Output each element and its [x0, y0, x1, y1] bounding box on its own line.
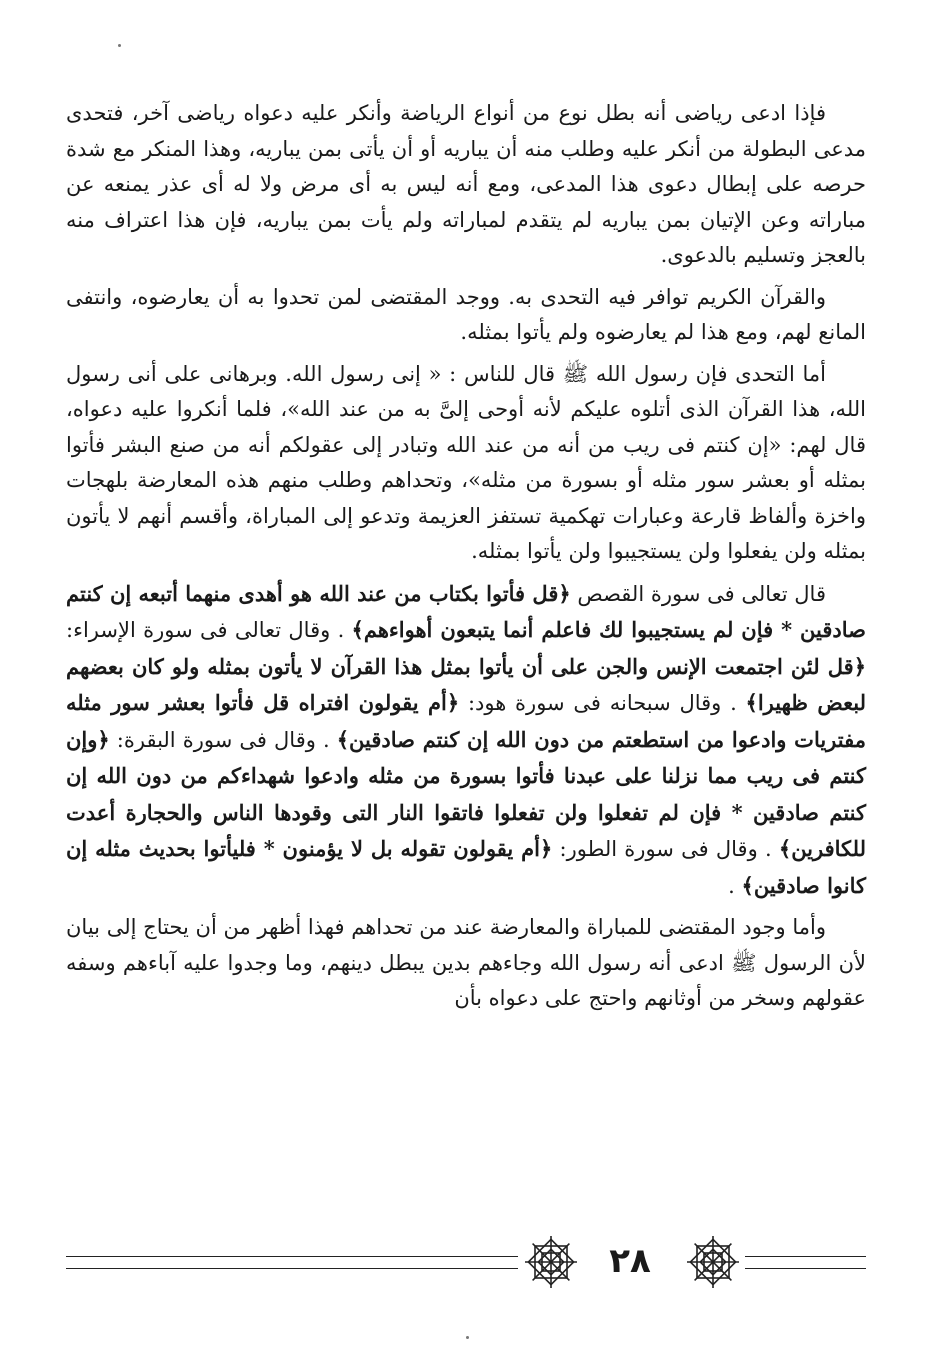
page-number: ٢٨	[609, 1241, 651, 1281]
text-run: وأما وجود المقتضى للمباراة والمعارضة عند من تحداهم فهذا أظهر من أن يحتاج إلى بيان لأن الرسول ﷺ ادعى أنه رسول الله وجاءهم بدين يبطل دينهم، وما وجدوا عليه آباءهم وسفه عقولهم وسخر من أوثانهم واحتج على دعواه بأن	[66, 915, 866, 1010]
text-run: . وقال فى سورة الطور:	[552, 837, 779, 861]
quran-quote: ﴿أم يقولون تقوله بل لا يؤمنون * فليأتوا بحديث مثله إن كانوا صادقين﴾	[66, 836, 866, 898]
star-ornament-icon	[522, 1233, 580, 1291]
text-run: قال تعالى فى سورة القصص	[570, 581, 826, 606]
text-run: . وقال سبحانه فى سورة هود:	[459, 691, 746, 715]
paragraph	[66, 357, 866, 570]
page-footer	[0, 1228, 931, 1308]
text-run: . وقال فى سورة البقرة:	[109, 727, 337, 752]
text-run: .	[728, 873, 742, 898]
paragraph	[66, 96, 866, 274]
paragraph	[66, 576, 866, 905]
quran-quote: ﴿قل لئن اجتمعت الإنس والجن على أن يأتوا بمثل هذا القرآن لا يأتون بمثله ولو كان بعضهم لبعض ظهيرا﴾	[66, 653, 866, 715]
quran-quote: ﴿قل فأتوا بكتاب من عند الله هو أهدى منهما أتبعه إن كنتم صادقين * فإن لم يستجيبوا لك فاعلم أنما يتبعون أهواءهم﴾	[66, 580, 866, 642]
star-ornament-icon	[684, 1233, 742, 1291]
page-body	[66, 96, 866, 1023]
footer-rule-right-top	[745, 1256, 866, 1257]
text-run: . وقال تعالى فى سورة الإسراء:	[66, 618, 352, 642]
paragraph	[66, 910, 866, 1017]
footer-rule-left-bottom	[66, 1268, 518, 1269]
footer-rule-right-bottom	[745, 1268, 866, 1269]
text-run: والقرآن الكريم توافر فيه التحدى به. ووجد المقتضى لمن تحدوا به أن يعارضوه، وانتفى المانع لهم، ومع هذا لم يعارضوه ولم يأتوا بمثله.	[66, 284, 866, 344]
quran-quote: ﴿أم يقولون افتراه قل فأتوا بعشر سور مثله مفتريات وادعوا من استطعتم من دون الله إن كنتم صادقين﴾	[66, 690, 866, 752]
footer-rule-left-top	[66, 1256, 518, 1257]
scan-speck	[118, 44, 121, 47]
paragraph	[66, 280, 866, 351]
text-run: فإذا ادعى رياضى أنه بطل نوع من أنواع الرياضة وأنكر عليه دعواه رياضى آخر، فتحدى مدعى البطولة من أنكر عليه وطلب منه أن يباريه أو أن يأتى بمن يباريه، وهذا المنكر مع شدة حرصه على إبطال دعوى هذا المدعى، ومع أنه ليس به أى مرض ولا له أى عذر يمنعه عن مباراته وعن الإتيان بمن يباريه لم يتقدم لمباراته ولم يأت بمن يباريه، فإن هذا اعتراف منه بالعجز وتسليم بالدعوى.	[66, 101, 866, 267]
text-run: أما التحدى فإن رسول الله ﷺ قال للناس : « إنى رسول الله. وبرهانى على أنى رسول الله، هذا القرآن الذى أتلوه عليكم لأنه أوحى إلىَّ به من عند الله»، فلما أنكروا عليه دعواه، قال لهم: «إن كنتم فى ريب من أنه من عند الله وتبادر إلى عقولكم أنه من صنع البشر فأتوا بمثله أو بعشر سور مثله أو بسورة من مثله»، وتحداهم وطلب منهم هذه المعارضة بلهجات واخزة وألفاظ قارعة وعبارات تهكمية تستفز العزيمة وتدعو إلى المباراة، وأقسم أنهم لا يأتون بمثله ولن يفعلوا ولن يستجيبوا ولن يأتوا بمثله.	[66, 361, 866, 563]
scan-speck	[466, 1336, 469, 1339]
quran-quote: ﴿وإن كنتم فى ريب مما نزلنا على عبدنا فأتوا بسورة من مثله وادعوا شهداءكم من دون الله إن كنتم صادقين * فإن لم تفعلوا ولن تفعلوا فاتقوا النار التى وقودها الناس والحجارة أعدت للكافرين﴾	[66, 726, 866, 861]
